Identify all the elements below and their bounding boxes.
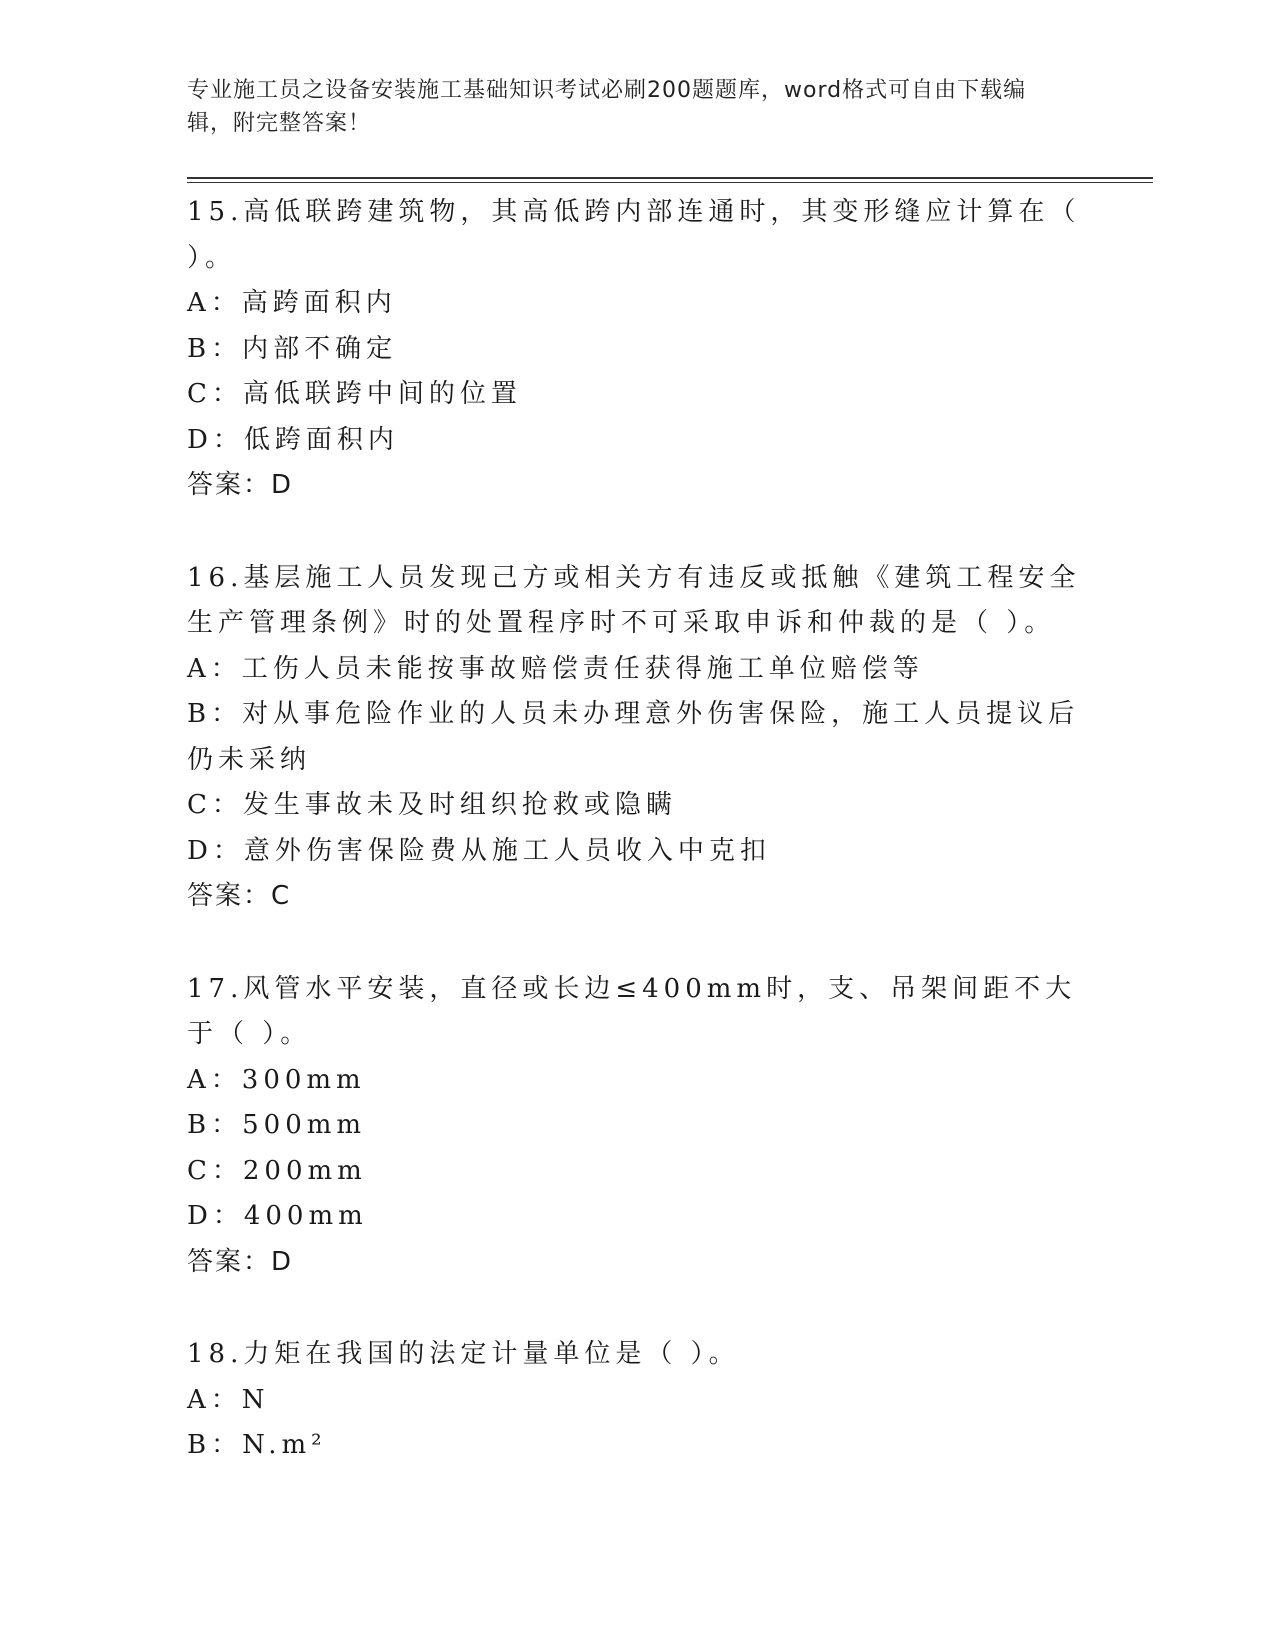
question-stem: 17.风管水平安装，直径或长边≤400mm时，支、吊架间距不大于（ ）。	[187, 973, 1077, 1049]
answer-text: 答案：C	[187, 881, 292, 911]
answer-text: 答案：D	[187, 470, 294, 500]
question-16	[187, 556, 1087, 920]
option-c: C：200mm	[187, 1155, 367, 1186]
question-17	[187, 967, 1087, 1286]
option-b: B：内部不确定	[187, 333, 398, 364]
option-a: A：N	[187, 1384, 270, 1415]
option-c: C：高低联跨中间的位置	[187, 379, 522, 409]
option-d: D：低跨面积内	[187, 424, 399, 455]
question-list	[187, 190, 1094, 1516]
answer-text: 答案：D	[187, 1246, 294, 1277]
header-divider-thin	[187, 182, 1153, 183]
option-a: A：300mm	[187, 1064, 366, 1095]
option-d: D：400mm	[187, 1201, 368, 1231]
option-d: D：意外伤害保险费从施工人员收入中克扣	[187, 835, 771, 866]
question-stem: 16.基层施工人员发现己方或相关方有违反或抵触《建筑工程安全生产管理条例》时的处置程序时不可采取申诉和仲裁的是（ ）。	[187, 562, 1081, 638]
option-b: B：对从事危险作业的人员未办理意外伤害保险，施工人员提议后仍未采纳	[187, 699, 1080, 775]
header-divider-thick	[187, 177, 1153, 179]
option-c: C：发生事故未及时组织抢救或隐瞒	[187, 790, 677, 820]
question-stem: 18.力矩在我国的法定计量单位是（ ）。	[187, 1339, 740, 1369]
document-header: 专业施工员之设备安装施工基础知识考试必刷200题题库，word格式可自由下载编辑，附完整答案！	[187, 78, 1027, 136]
question-18	[187, 1332, 1087, 1469]
option-a: A：高跨面积内	[187, 288, 397, 318]
option-b: B：500mm	[187, 1110, 367, 1140]
question-stem: 15.高低联跨建筑物，其高低跨内部连通时，其变形缝应计算在（ ）。	[187, 197, 1094, 273]
option-b: B：N.m²	[187, 1430, 327, 1460]
option-a: A：工伤人员未能按事故赔偿责任获得施工单位赔偿等	[187, 653, 924, 684]
question-15	[187, 190, 1094, 509]
